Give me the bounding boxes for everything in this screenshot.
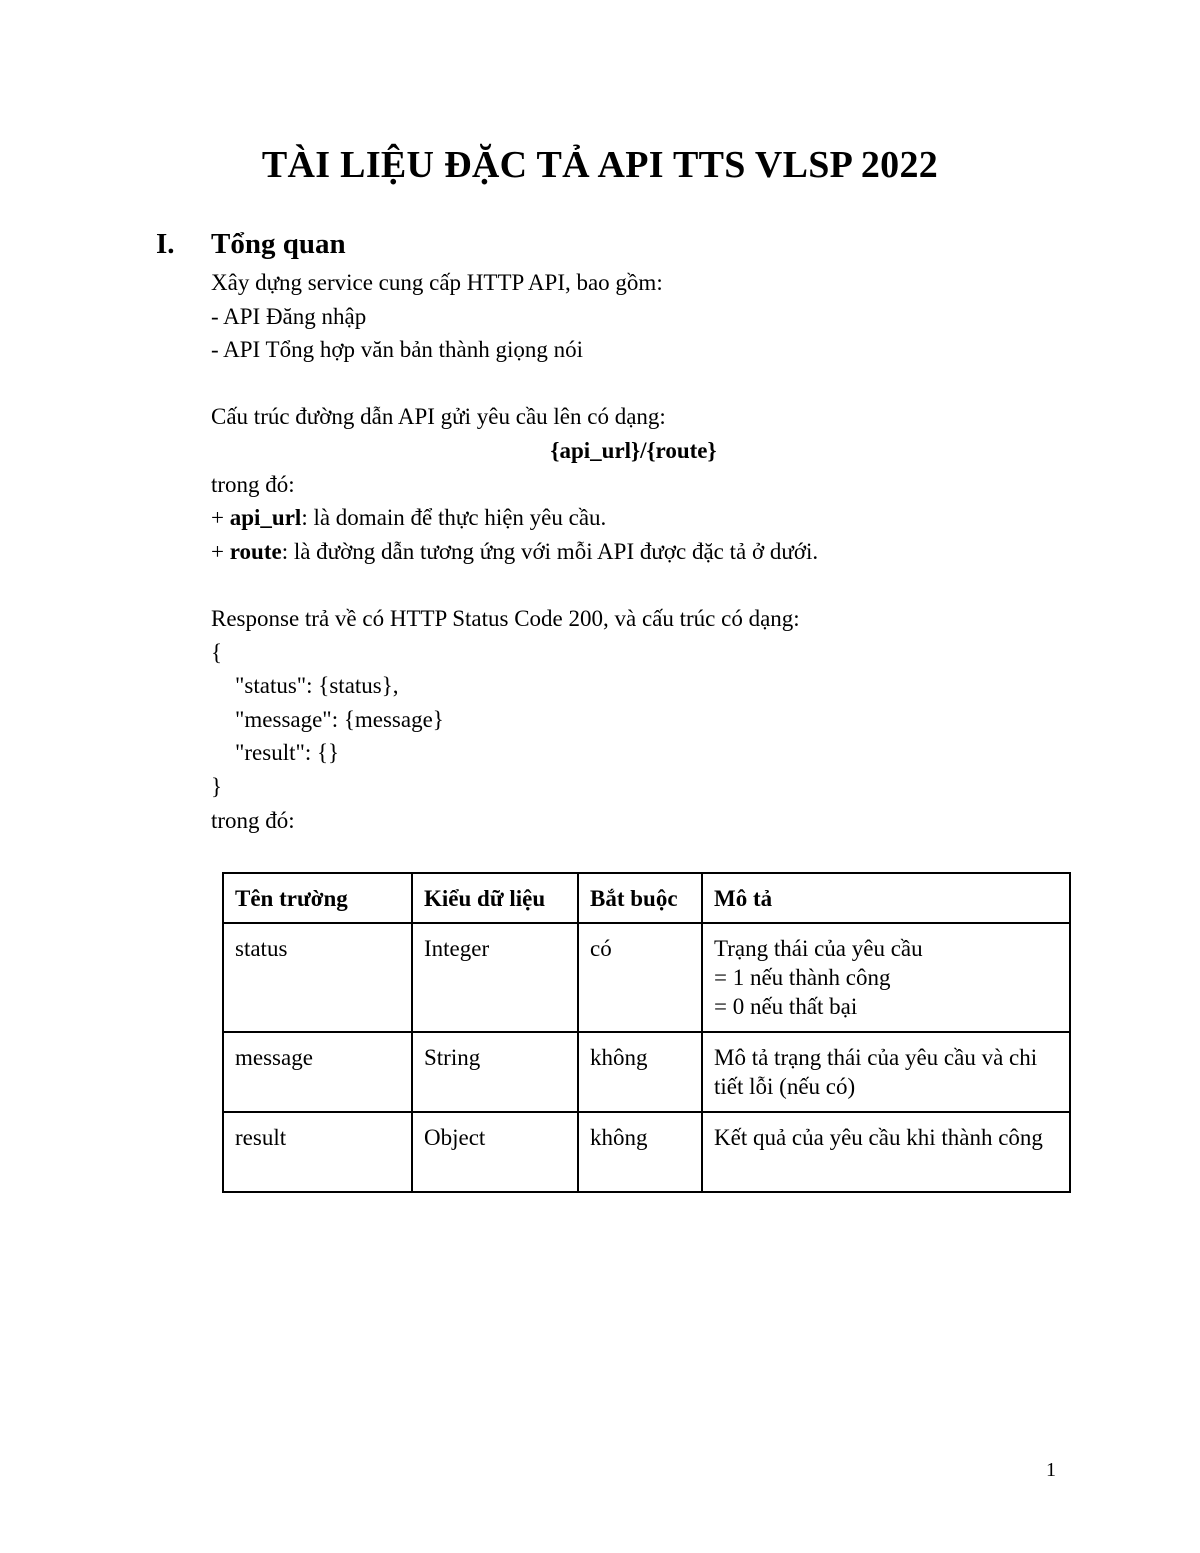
field-type-cell: String — [412, 1032, 578, 1112]
param-prefix: + — [211, 538, 230, 564]
table-row — [223, 923, 1070, 1032]
field-type-cell: Integer — [412, 923, 578, 1032]
field-required-cell: có — [578, 923, 702, 1032]
code-line: "message": {message} — [235, 706, 444, 732]
section-number: I. — [156, 228, 175, 260]
field-required-cell: không — [578, 1032, 702, 1112]
desc-line: = 1 nếu thành công — [714, 965, 891, 990]
section-title: Tổng quan — [211, 228, 346, 260]
table-header-row — [223, 873, 1070, 923]
desc-line: Trạng thái của yêu cầu — [714, 936, 923, 961]
table-row — [223, 1112, 1070, 1192]
param-item — [211, 501, 1111, 535]
field-name-cell: message — [223, 1032, 412, 1112]
where-label: trong đó: — [211, 807, 295, 833]
param-desc: : là đường dẫn tương ứng với mỗi API được đặc tả ở dưới. — [281, 538, 819, 564]
fields-table — [222, 872, 1071, 1193]
table-header-cell: Mô tả — [702, 873, 1070, 923]
code-line: "result": {} — [235, 740, 340, 766]
field-desc-cell: Mô tả trạng thái của yêu cầu và chi tiết lỗi (nếu có) — [702, 1032, 1070, 1112]
field-type-cell: Object — [412, 1112, 578, 1192]
code-brace-open: { — [211, 639, 223, 665]
field-desc-cell — [702, 923, 1070, 1032]
table-header-cell: Bắt buộc — [578, 873, 702, 923]
param-item — [211, 535, 1111, 569]
param-name: api_url — [229, 505, 302, 531]
api-list-item: - API Tổng hợp văn bản thành giọng nói — [211, 337, 584, 363]
response-intro: Response trả về có HTTP Status Code 200, và cấu trúc có dạng: — [211, 605, 800, 631]
field-desc-cell: Kết quả của yêu cầu khi thành công — [702, 1112, 1070, 1192]
field-name-cell: status — [223, 923, 412, 1032]
api-list-item: - API Đăng nhập — [211, 303, 367, 329]
code-line: "status": {status}, — [235, 673, 399, 699]
structure-pattern: {api_url}/{route} — [550, 437, 717, 463]
document-title: TÀI LIỆU ĐẶC TẢ API TTS VLSP 2022 — [261, 144, 939, 186]
param-name: route — [229, 538, 282, 564]
section-heading — [156, 226, 346, 262]
blank-line — [211, 367, 1111, 401]
field-required-cell: không — [578, 1112, 702, 1192]
section-body — [211, 266, 1111, 837]
table-header-cell: Kiểu dữ liệu — [412, 873, 578, 923]
table-row — [223, 1032, 1070, 1112]
param-desc: : là domain để thực hiện yêu cầu. — [301, 505, 607, 531]
param-prefix: + — [211, 505, 230, 531]
intro-text: Xây dựng service cung cấp HTTP API, bao gồm: — [211, 270, 663, 295]
desc-line: = 0 nếu thất bại — [714, 994, 858, 1019]
code-brace-close: } — [211, 773, 223, 799]
blank-line — [211, 568, 1111, 602]
page-number: 1 — [1046, 1459, 1056, 1481]
structure-intro: Cấu trúc đường dẫn API gửi yêu cầu lên có dạng: — [211, 404, 666, 430]
where-label: trong đó: — [211, 471, 295, 497]
table-header-cell: Tên trường — [223, 873, 412, 923]
field-name-cell: result — [223, 1112, 412, 1192]
